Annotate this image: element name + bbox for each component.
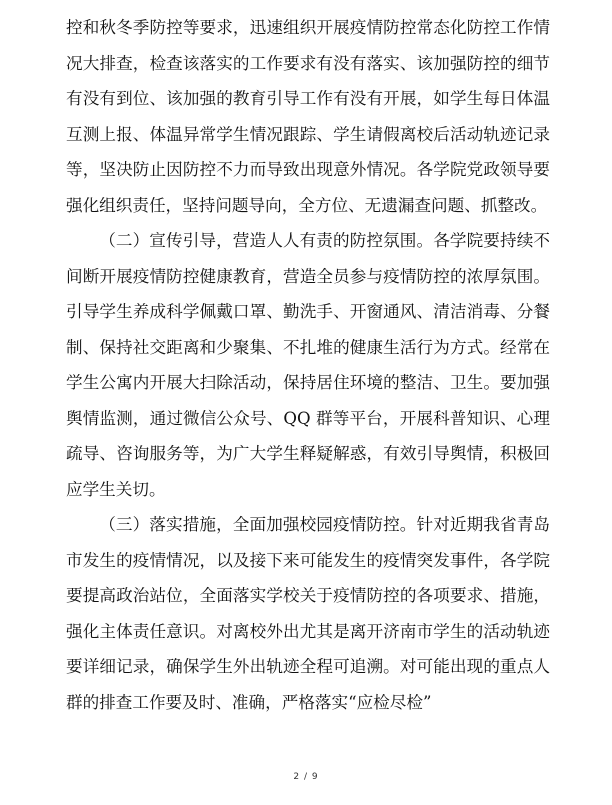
paragraph-continued: 控和秋冬季防控等要求，迅速组织开展疫情防控常态化防控工作情况大排查，检查该落实的工作要求有没有落实、该加强防控的细节有没有到位、该加强的教育引导工作有没有开展，如学生每日体温互测上报、体温异常学生情况跟踪、学生请假离校后活动轨迹记录等，坚决防止因防控不力而导致出现意外情况。各学院党政领导要强化组织责任，坚持问题导向，全方位、无遗漏查问题、抓整改。 <box>66 18 550 215</box>
paragraph-publicity-guidance: （二）宣传引导，营造人人有责的防控氛围。各学院要持续不间断开展疫情防控健康教育，营造全员参与疫情防控的浓厚氛围。引导学生养成科学佩戴口罩、勤洗手、开窗通风、清洁消毒、分餐制、保持社交距离和少聚集、不扎堆的健康生活行为方式。经常在学生公寓内开展大扫除活动，保持居住环境的整洁、卫生。要加强舆情监测，通过微信公众号、QQ 群等平台，开展科普知识、心理疏导、咨询服务等，为广大学生释疑解惑，有效引导舆情，积极回应学生关切。 <box>66 231 550 499</box>
page-number: 2 / 9 <box>293 772 319 782</box>
document-body <box>66 10 550 720</box>
paragraph-implement-measures: （三）落实措施，全面加强校园疫情防控。针对近期我省青岛市发生的疫情情况，以及接下来可能发生的疫情突发事件，各学院要提高政治站位，全面落实学校关于疫情防控的各项要求、措施，强化主体责任意识。对离校外出尤其是离开济南市学生的活动轨迹要详细记录，确保学生外出轨迹全程可追溯。对可能出现的重点人群的排查工作要及时、准确，严格落实“应检尽检” <box>66 515 550 712</box>
